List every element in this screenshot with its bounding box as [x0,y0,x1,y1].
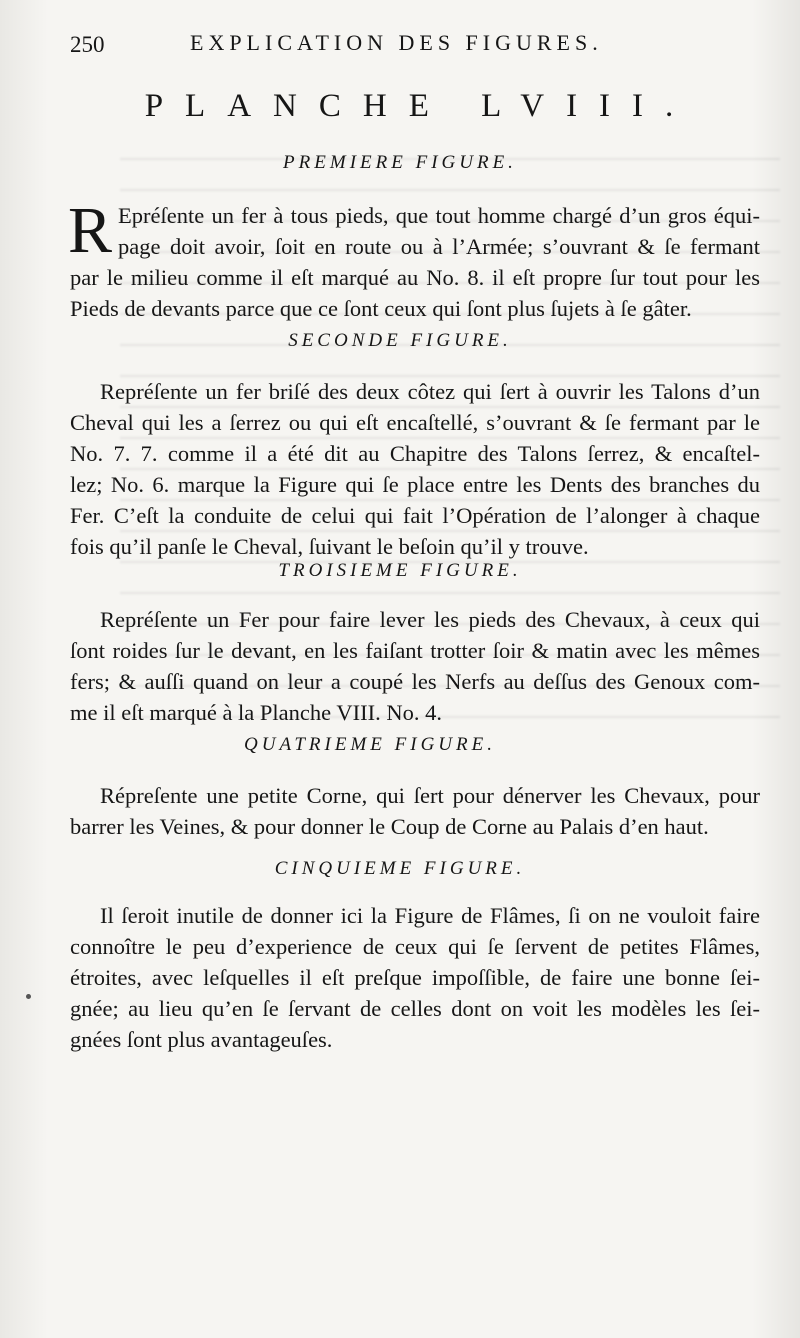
text-line: lez; No. 6. marque la Figure qui ſe place entre les Dents des branches du [70,472,760,497]
section-heading-2: SECONDE FIGURE. [288,330,512,351]
text-line: Epréſente un fer à tous pieds, que tout homme chargé d’un gros équi- [118,203,760,228]
drop-cap: R [68,194,113,267]
section-heading-1: PREMIERE FIGURE. [283,152,517,173]
text-line: ſont roides ſur le devant, en les faiſant trotter ſoir & matin avec les mêmes [70,638,760,663]
section-heading-3: TROISIEME FIGURE. [278,560,522,581]
text-line: page doit avoir, ſoit en route ou à l’Armée; s’ouvrant & ſe fermant [118,234,760,259]
text-line: connoître le peu d’experience de ceux qui ſe ſervent de petites Flâmes, [70,934,760,959]
text-line: gnées ſont plus avantageuſes. [70,1027,333,1052]
text-line: fois qu’il panſe le Cheval, ſuivant le beſoin qu’il y trouve. [70,534,589,559]
section-text-5 [70,900,760,1055]
plate-title: PLANCHE LVIII. [144,88,696,124]
section-text-4 [70,780,760,842]
text-line: barrer les Veines, & pour donner le Coup de Corne au Palais d’en haut. [70,814,709,839]
text-line: gnée; au lieu qu’en ſe ſervant de celles dont on voit les modèles les ſei- [70,996,760,1021]
ink-speck [26,994,31,999]
text-line: me il eſt marqué à la Planche VIII. No. 4. [70,700,442,725]
text-line: Fer. C’eſt la conduite de celui qui fait l’Opération de l’alonger à chaque [70,503,760,528]
text-line: étroites, avec leſquelles il eſt preſque impoſſible, de faire une bonne ſei- [70,965,760,990]
text-line: No. 7. 7. comme il a été dit au Chapitre des Talons ſerrez, & encaſtel- [70,441,760,466]
text-line: Répreſente une petite Corne, qui ſert pour dénerver les Chevaux, pour [100,783,760,808]
text-line: Il ſeroit inutile de donner ici la Figure de Flâmes, ſi on ne vouloit faire [100,903,760,928]
text-line: Repréſente un Fer pour faire lever les pieds des Chevaux, à ceux qui [100,607,760,632]
text-line: par le milieu comme il eſt marqué au No. 8. il eſt propre ſur tout pour les [70,265,760,290]
text-line: Pieds de devants parce que ce ſont ceux qui ſont plus ſujets à ſe gâter. [70,296,692,321]
text-line: fers; & auſſi quand on leur a coupé les Nerfs au deſſus des Genoux com- [70,669,760,694]
section-text-1 [68,194,760,324]
section-text-3 [70,604,760,728]
section-text-2 [70,376,760,562]
text-line: Repréſente un fer briſé des deux côtez qui ſert à ouvrir les Talons d’un [100,379,760,404]
section-heading-4: QUATRIEME FIGURE. [244,734,496,755]
text-line: Cheval qui les a ſerrez ou qui eſt encaſtellé, s’ouvrant & ſe fermant par le [70,410,760,435]
page-number: 250 [70,32,105,57]
running-title: EXPLICATION DES FIGURES. [190,30,603,55]
section-heading-5: CINQUIEME FIGURE. [274,858,526,879]
